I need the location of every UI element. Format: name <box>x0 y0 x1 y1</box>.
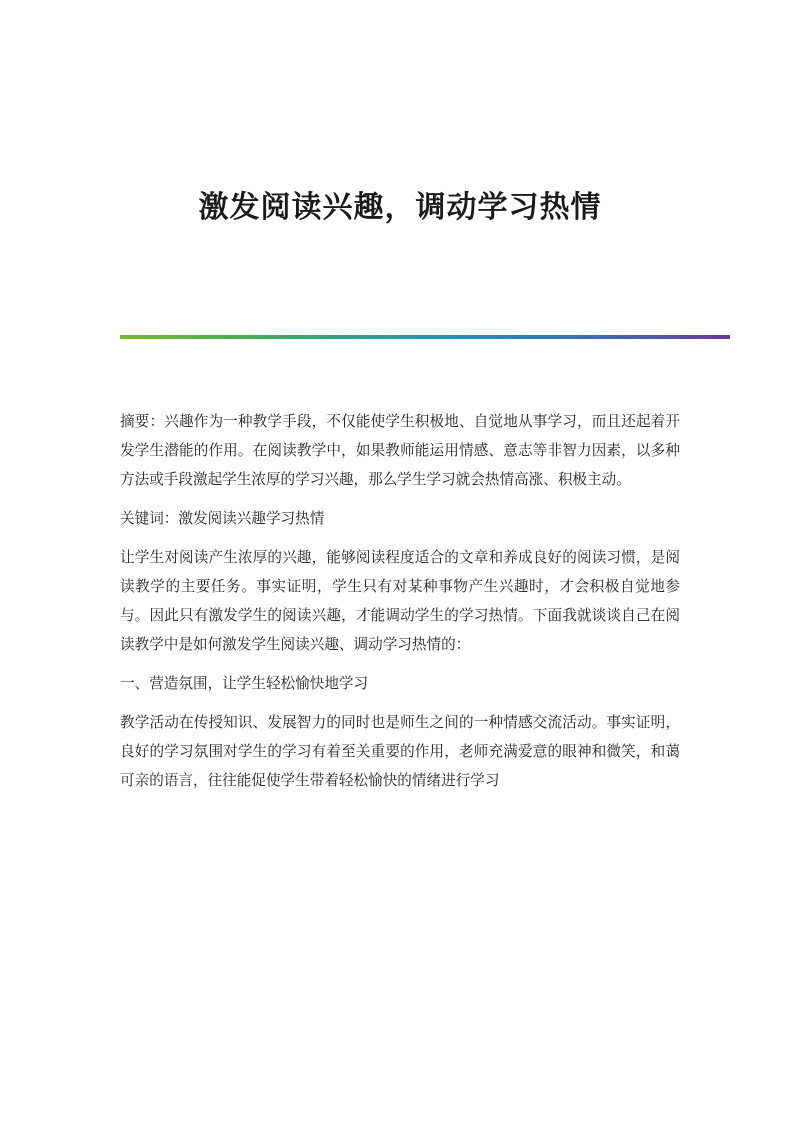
intro-paragraph: 让学生对阅读产生浓厚的兴趣，能够阅读程度适合的文章和养成良好的阅读习惯，是阅读教学的主要任务。事实证明，学生只有对某种事物产生兴趣时，才会积极自觉地参与。因此只有激发学生的阅读兴趣，才能调动学生的学习热情。下面我就谈谈自己在阅读教学中是如何激发学生阅读兴趣、调动学习热情的： <box>120 549 680 653</box>
abstract-paragraph: 摘要：兴趣作为一种教学手段，不仅能使学生积极地、自觉地从事学习，而且还起着开发学生潜能的作用。在阅读教学中，如果教师能运用情感、意志等非智力因素，以多种方法或手段激起学生浓厚的学习兴趣，那么学生学习就会热情高涨、积极主动。 <box>120 413 680 488</box>
section-paragraph: 教学活动在传授知识、发展智力的同时也是师生之间的一种情感交流活动。事实证明，良好的学习氛围对学生的学习有着至关重要的作用，老师充满爱意的眼神和微笑，和蔼可亲的语言，往往能促使学生带着轻松愉快的情绪进行学习 <box>120 714 680 789</box>
document-body <box>120 407 680 805</box>
section-heading: 一、营造氛围，让学生轻松愉快地学习 <box>120 675 369 692</box>
document-title: 激发阅读兴趣，调动学习热情 <box>198 190 602 225</box>
keywords-paragraph: 关键词：激发阅读兴趣学习热情 <box>120 510 325 527</box>
title-divider <box>120 335 730 339</box>
